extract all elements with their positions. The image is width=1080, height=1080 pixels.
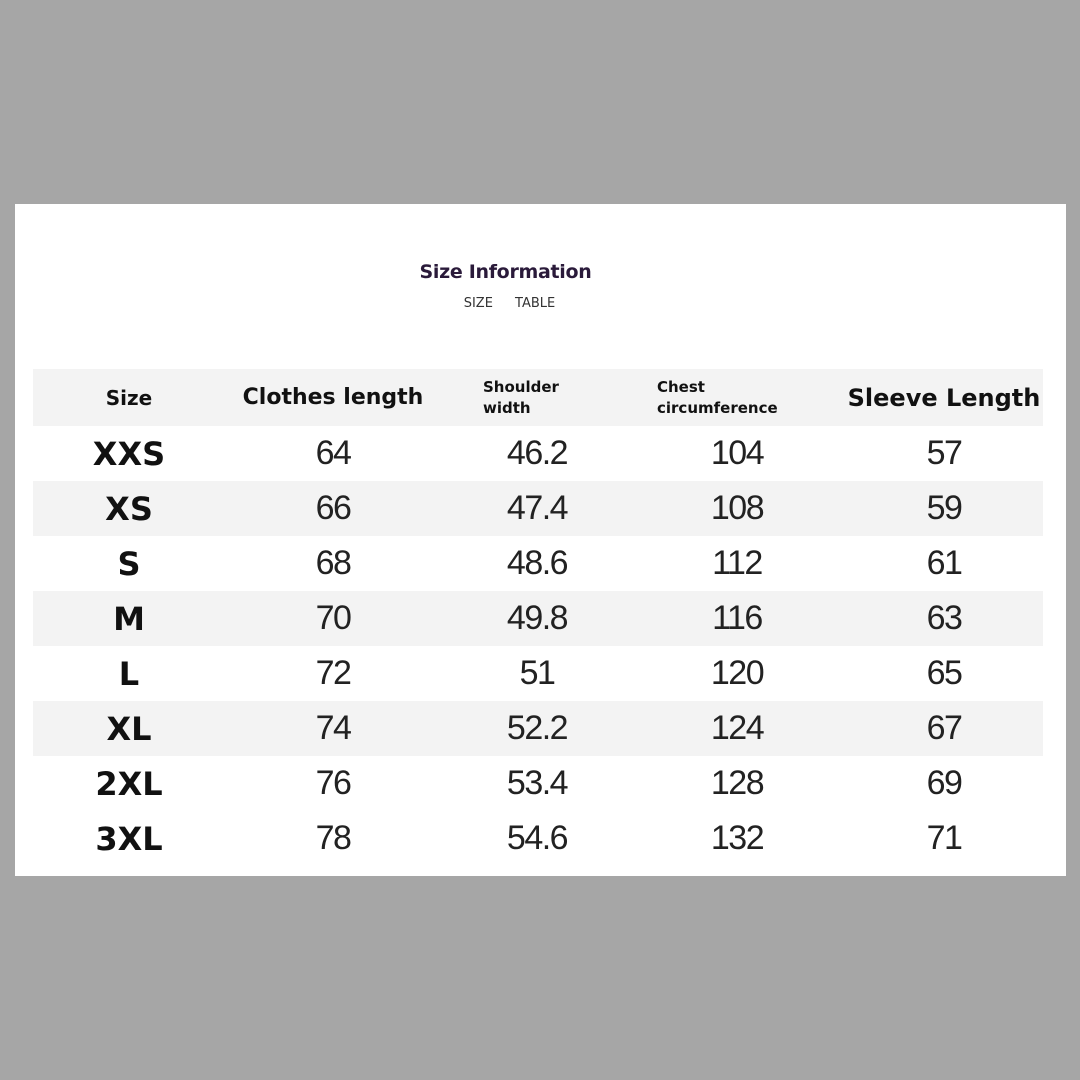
size-table — [33, 369, 1043, 866]
chart-subtitle: SIZE TABLE — [463, 296, 556, 311]
sleeve-length-value: 59 — [926, 489, 962, 527]
sleeve-length-value: 71 — [926, 819, 962, 857]
shoulder-width-value: 51 — [519, 654, 555, 692]
shoulder-width-value: 54.6 — [506, 819, 568, 857]
header-size: Size — [105, 385, 153, 410]
chest-circumference-value: 116 — [712, 599, 762, 637]
size-label: 3XL — [95, 819, 163, 858]
chest-circumference-value: 124 — [710, 709, 764, 747]
clothes-length-value: 78 — [315, 819, 351, 857]
sleeve-length-value: 57 — [926, 434, 962, 472]
table-row — [33, 701, 1043, 756]
table-row — [33, 756, 1043, 811]
sleeve-length-value: 69 — [926, 764, 962, 802]
sleeve-length-value: 61 — [926, 544, 962, 582]
size-label: XL — [106, 709, 152, 748]
chest-circumference-value: 104 — [710, 434, 764, 472]
size-label: L — [118, 654, 140, 693]
shoulder-width-value: 53.4 — [506, 764, 568, 802]
sleeve-length-value: 63 — [926, 599, 962, 637]
table-row — [33, 481, 1043, 536]
chest-circumference-value: 132 — [710, 819, 764, 857]
clothes-length-value: 72 — [315, 654, 351, 692]
clothes-length-value: 74 — [315, 709, 351, 747]
header-shoulder-width: Shoulder width — [483, 377, 559, 417]
clothes-length-value: 76 — [315, 764, 351, 802]
header-clothes-length: Clothes length — [242, 385, 424, 410]
chest-circumference-value: 112 — [712, 544, 762, 582]
clothes-length-value: 70 — [315, 599, 351, 637]
header-chest-circumference: Chest circumference — [657, 377, 778, 417]
size-label: 2XL — [95, 764, 163, 803]
chart-title: Size Information — [419, 261, 592, 283]
clothes-length-value: 66 — [315, 489, 351, 527]
shoulder-width-value: 47.4 — [506, 489, 568, 527]
size-label: M — [113, 599, 145, 638]
size-label: S — [117, 544, 141, 583]
table-row — [33, 646, 1043, 701]
sleeve-length-value: 67 — [926, 709, 962, 747]
table-row — [33, 536, 1043, 591]
chest-circumference-value: 120 — [710, 654, 764, 692]
header-sleeve-length: Sleeve Length — [847, 383, 1041, 412]
size-label: XXS — [92, 434, 166, 473]
table-header-row — [33, 369, 1043, 426]
clothes-length-value: 64 — [315, 434, 351, 472]
chest-circumference-value: 108 — [710, 489, 764, 527]
table-row — [33, 426, 1043, 481]
shoulder-width-value: 52.2 — [506, 709, 568, 747]
chest-circumference-value: 128 — [710, 764, 764, 802]
shoulder-width-value: 49.8 — [506, 599, 568, 637]
clothes-length-value: 68 — [315, 544, 351, 582]
table-row — [33, 811, 1043, 866]
shoulder-width-value: 48.6 — [506, 544, 568, 582]
size-label: XS — [105, 489, 153, 528]
sleeve-length-value: 65 — [926, 654, 962, 692]
shoulder-width-value: 46.2 — [506, 434, 568, 472]
size-chart-card — [15, 204, 1066, 876]
table-row — [33, 591, 1043, 646]
